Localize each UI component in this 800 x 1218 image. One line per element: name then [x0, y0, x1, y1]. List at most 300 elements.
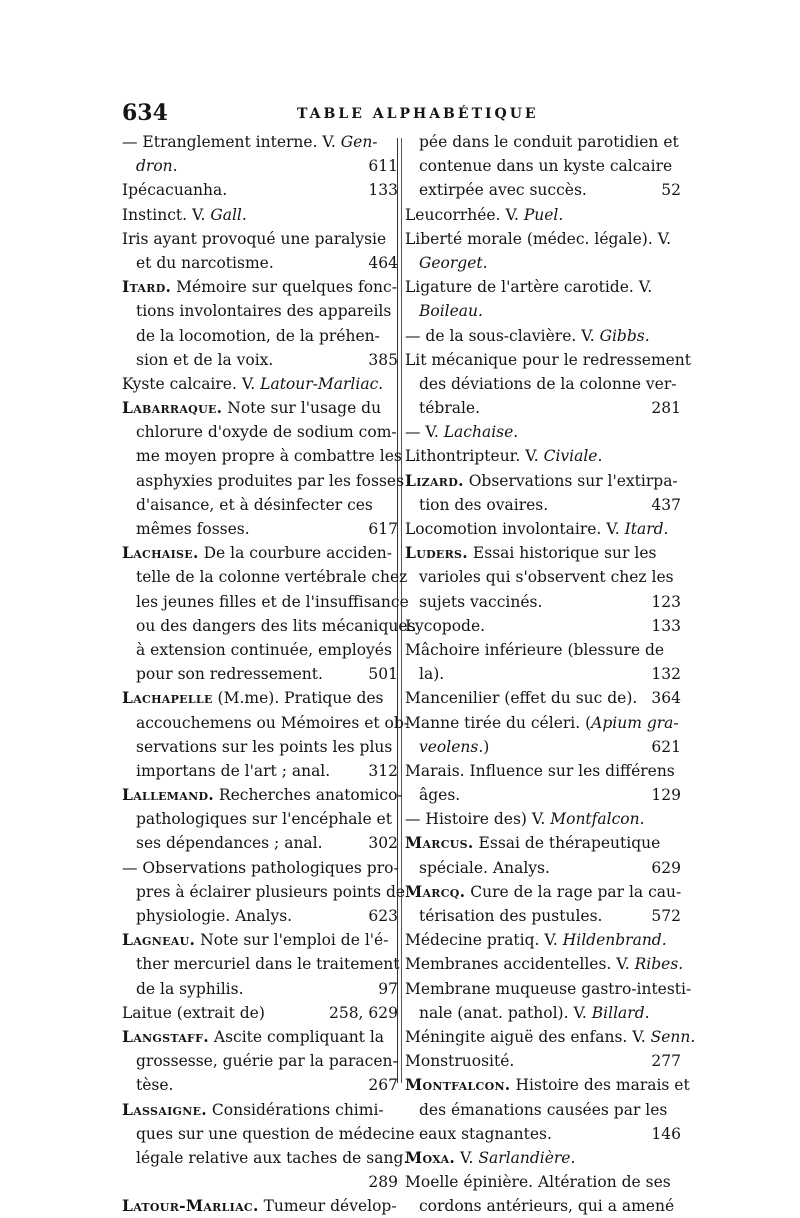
- index-entry: [405, 1073, 690, 1146]
- entry-text: [405, 203, 563, 227]
- cross-reference: Boileau.: [419, 302, 483, 321]
- cross-reference: Senn.: [650, 1027, 696, 1046]
- entry-text: [122, 783, 403, 807]
- entry-text: [122, 541, 392, 565]
- entry-words: Observations sur l'extirpa-: [463, 471, 678, 490]
- entry-text: [419, 904, 602, 928]
- cross-reference: Billard.: [591, 1003, 650, 1022]
- entry-line: [405, 251, 681, 275]
- page-reference: 623: [368, 907, 398, 925]
- entry-words: térisation des pustules.: [419, 907, 603, 925]
- entry-text: [122, 275, 397, 299]
- entry-line: [405, 880, 681, 904]
- entry-line: [122, 807, 398, 831]
- page-header: [122, 100, 682, 130]
- entry-text: [405, 420, 518, 444]
- author-name: Itard.: [122, 277, 172, 297]
- entry-words: — de la sous-clavière. V.: [405, 326, 600, 345]
- page-reference: 281: [651, 399, 681, 418]
- entry-words: Iris ayant provoqué une paralysie: [122, 229, 387, 248]
- entry-line: [405, 299, 681, 323]
- index-entry: [405, 541, 681, 614]
- entry-text: [419, 735, 489, 759]
- page-reference: 133: [651, 616, 681, 635]
- entry-words: Lit mécanique pour le redressement: [405, 350, 692, 369]
- entry-line: [405, 469, 681, 493]
- entry-words: Monstruosité.: [405, 1052, 515, 1071]
- index-entry: [122, 178, 398, 202]
- entry-words: Méningite aiguë des enfans. V.: [405, 1027, 651, 1046]
- entry-text: [419, 565, 674, 589]
- entry-line: [405, 928, 681, 952]
- index-entry: [122, 856, 406, 929]
- index-entry: [405, 420, 681, 444]
- page-reference: 146: [651, 1124, 681, 1143]
- index-entry: [405, 831, 681, 879]
- index-entry: [405, 1049, 681, 1073]
- entry-text: [136, 590, 409, 614]
- entry-words: tion des ovaires.: [419, 495, 549, 514]
- entry-words: de la locomotion, de la préhen-: [136, 326, 380, 345]
- entry-text: [136, 565, 407, 589]
- entry-words: eaux stagnantes.: [419, 1124, 552, 1143]
- entry-text: [419, 1194, 674, 1218]
- entry-line: [122, 1146, 409, 1170]
- entry-text: [122, 372, 383, 396]
- entry-line: [405, 565, 681, 589]
- entry-text: [405, 880, 681, 904]
- entry-text: [136, 711, 409, 735]
- cross-reference: Sarlandière.: [478, 1148, 576, 1167]
- entry-words: Note sur l'emploi de l'é-: [195, 931, 389, 950]
- entry-line: [405, 856, 681, 880]
- entry-text: [419, 1001, 650, 1025]
- page-reference: 132: [651, 665, 681, 684]
- index-entry: [405, 444, 681, 468]
- entry-line: [122, 904, 398, 928]
- entry-text: [136, 1073, 173, 1097]
- entry-words: Leucorrhée. V.: [405, 205, 524, 224]
- entry-line: [122, 227, 398, 251]
- entry-line: [405, 130, 681, 154]
- index-entry: [405, 686, 681, 710]
- index-entry: [122, 541, 416, 686]
- page-reference: 258, 629: [328, 1003, 398, 1022]
- entry-words: tébrale.: [419, 399, 481, 418]
- entry-words: Tumeur dévelop-: [258, 1197, 397, 1216]
- entry-text: [405, 831, 660, 855]
- entry-line: [405, 638, 681, 662]
- entry-line: [122, 783, 403, 807]
- author-name: Moxa.: [405, 1147, 456, 1167]
- entry-line: [122, 1122, 415, 1146]
- entry-line: [122, 1194, 398, 1218]
- entry-line: [122, 831, 398, 855]
- index-entry: [122, 130, 398, 178]
- entry-line: [122, 662, 398, 686]
- entry-words: importans de l'art ; anal.: [136, 761, 331, 780]
- entry-words: à extension continuée, employés: [136, 640, 392, 659]
- entry-words: des déviations de la colonne ver-: [419, 374, 677, 393]
- cross-reference: Ribes.: [634, 955, 684, 974]
- index-entry: [405, 517, 681, 541]
- entry-text: [136, 638, 392, 662]
- entry-line: [405, 444, 681, 468]
- entry-words: Locomotion involontaire. V.: [405, 520, 625, 538]
- entry-text: [122, 686, 384, 710]
- entry-line: [122, 396, 398, 420]
- entry-line: [405, 348, 692, 372]
- entry-words: Essai de thérapeutique: [473, 834, 661, 853]
- page-reference: 629: [651, 858, 681, 877]
- cross-reference: dron.: [136, 157, 178, 176]
- entry-line: [122, 856, 398, 880]
- entry-words: tions involontaires des appareils: [136, 302, 392, 321]
- entry-text: [419, 178, 587, 202]
- entry-words: sion et de la voix.: [136, 350, 274, 369]
- entry-line: [405, 759, 681, 783]
- entry-words: contenue dans un kyste calcaire: [419, 157, 673, 176]
- entry-line: [122, 977, 398, 1001]
- entry-words: des émanations causées par les: [419, 1100, 668, 1119]
- entry-line: [405, 590, 681, 614]
- index-entry: [405, 711, 681, 759]
- entry-text: [419, 1098, 667, 1122]
- index-entry: [122, 227, 398, 275]
- page-reference: 437: [651, 495, 681, 514]
- entry-words: ses dépendances ; anal.: [136, 834, 323, 853]
- entry-text: [136, 831, 323, 855]
- cross-reference: Civiale.: [543, 447, 603, 466]
- entry-line: [405, 154, 681, 178]
- entry-line: [122, 251, 398, 275]
- index-entry: [122, 1194, 398, 1218]
- entry-words: pour son redressement.: [136, 665, 323, 684]
- entry-text: [136, 324, 380, 348]
- entry-text: [136, 1049, 398, 1073]
- entry-text: [405, 1049, 514, 1073]
- entry-text: [419, 590, 542, 614]
- entry-text: [136, 154, 178, 178]
- index-entry: [405, 928, 681, 952]
- entry-text: [122, 396, 381, 420]
- index-entry: [405, 203, 681, 227]
- entry-text: [136, 614, 416, 638]
- entry-line: [405, 372, 681, 396]
- entry-text: [136, 517, 250, 541]
- entry-words: telle de la colonne vertébrale chez: [136, 568, 408, 587]
- entry-line: [122, 420, 398, 444]
- entry-text: [136, 977, 244, 1001]
- entry-line: [122, 372, 398, 396]
- index-entry: [405, 469, 681, 517]
- entry-line: [122, 1001, 398, 1025]
- index-entry: [122, 203, 398, 227]
- entry-line: [405, 807, 681, 831]
- entry-line: [405, 203, 681, 227]
- entry-words: Ascite compliquant la: [208, 1027, 385, 1046]
- entry-text: [136, 444, 402, 468]
- entry-line: [122, 517, 398, 541]
- entry-words: ther mercuriel dans le traitement: [136, 955, 400, 974]
- entry-text: [405, 977, 691, 1001]
- entry-words: légale relative aux taches de sang.: [136, 1148, 409, 1167]
- entry-line: [122, 541, 398, 565]
- entry-line: [122, 1170, 398, 1194]
- entry-text: [136, 735, 392, 759]
- entry-text: [122, 227, 386, 251]
- entry-text: [405, 517, 668, 541]
- entry-line: [405, 614, 681, 638]
- index-entry: [405, 614, 681, 638]
- entry-words: nale (anat. pathol). V.: [419, 1003, 592, 1022]
- entry-words: Ipécacuanha.: [122, 181, 228, 200]
- entry-words: — Histoire des) V.: [405, 810, 551, 829]
- entry-line: [122, 203, 398, 227]
- index-entry: [405, 759, 681, 807]
- page-reference: 572: [651, 907, 681, 925]
- entry-text: [122, 1194, 397, 1218]
- entry-text: [136, 759, 330, 783]
- entry-text: [419, 299, 483, 323]
- right-column: [405, 130, 696, 1218]
- author-name: Lizard.: [405, 470, 464, 490]
- entry-text: [405, 928, 667, 952]
- entry-line: [405, 541, 681, 565]
- entry-text: [419, 1122, 552, 1146]
- entry-text: [122, 1025, 384, 1049]
- entry-text: [136, 952, 400, 976]
- author-name: Lallemand.: [122, 785, 214, 805]
- entry-words: ques sur une question de médecine: [136, 1124, 415, 1143]
- entry-words: accouchemens ou Mémoires et ob-: [136, 713, 410, 732]
- entry-words: pres à éclairer plusieurs points de: [136, 882, 406, 901]
- index-entry: [405, 1025, 696, 1049]
- entry-words: me moyen propre à combattre les: [136, 447, 402, 466]
- author-name: Montfalcon.: [405, 1075, 511, 1095]
- index-entry: [405, 807, 681, 831]
- entry-text: [419, 493, 548, 517]
- entry-text: [136, 880, 405, 904]
- entry-line: [122, 275, 398, 299]
- entry-words: ): [483, 737, 490, 756]
- entry-text: [136, 662, 323, 686]
- entry-text: [122, 1001, 265, 1025]
- entry-words: Membranes accidentelles. V.: [405, 955, 635, 974]
- entry-words: âges.: [419, 786, 461, 805]
- entry-line: [122, 493, 398, 517]
- index-entry: [122, 1098, 415, 1195]
- entry-line: [405, 1170, 681, 1194]
- entry-words: Manne tirée du céleri. (: [405, 713, 592, 732]
- index-entry: [405, 324, 681, 348]
- entry-words: Laitue (extrait de): [122, 1003, 265, 1022]
- page-reference: 611: [368, 157, 398, 176]
- entry-line: [405, 904, 681, 928]
- page-reference: 133: [368, 181, 398, 200]
- entry-text: [136, 904, 292, 928]
- index-entry: [405, 1170, 681, 1218]
- entry-text: [122, 1098, 384, 1122]
- entry-line: [405, 831, 681, 855]
- entry-line: [122, 469, 405, 493]
- index-entry: [122, 1001, 398, 1025]
- index-entry: [122, 783, 403, 856]
- entry-words: Mancenilier (effet du suc de).: [405, 689, 638, 708]
- entry-text: [419, 154, 672, 178]
- entry-text: [136, 807, 392, 831]
- entry-line: [405, 1001, 681, 1025]
- entry-text: [122, 130, 378, 154]
- cross-reference: Montfalcon.: [550, 810, 645, 829]
- entry-words: chlorure d'oxyde de sodium com-: [136, 423, 397, 442]
- entry-words: mêmes fosses.: [136, 520, 250, 538]
- entry-line: [405, 396, 681, 420]
- entry-line: [122, 1025, 398, 1049]
- entry-words: Mémoire sur quelques fonc-: [171, 278, 397, 297]
- entry-text: [405, 275, 652, 299]
- entry-words: Note sur l'usage du: [222, 399, 382, 418]
- entry-words: de la syphilis.: [136, 979, 244, 998]
- index-entry: [405, 130, 681, 203]
- entry-words: Considérations chimi-: [207, 1100, 384, 1119]
- index-entry: [122, 275, 398, 372]
- author-name: Marcq.: [405, 881, 466, 901]
- entry-text: [405, 348, 691, 372]
- entry-line: [405, 420, 681, 444]
- entry-words: Kyste calcaire. V.: [122, 374, 261, 393]
- entry-words: Moelle épinière. Altération de ses: [405, 1173, 671, 1192]
- left-column: [122, 130, 416, 1218]
- page-reference: 312: [368, 761, 398, 780]
- entry-line: [405, 227, 681, 251]
- entry-text: [136, 348, 273, 372]
- page-reference: 267: [368, 1076, 398, 1095]
- running-title: TABLE ALPHABÉTIQUE: [297, 106, 539, 122]
- entry-line: [122, 348, 398, 372]
- author-name: Langstaff.: [122, 1026, 209, 1046]
- entry-words: asphyxies produites par les fosses: [136, 471, 405, 490]
- entry-line: [405, 662, 681, 686]
- index-entry: [405, 275, 681, 323]
- entry-line: [122, 565, 408, 589]
- entry-words: les jeunes filles et de l'insuffisance: [136, 592, 409, 611]
- entry-text: [419, 251, 488, 275]
- page-reference: 621: [651, 737, 681, 756]
- entry-text: [405, 227, 671, 251]
- author-name: Lachaise.: [122, 543, 199, 563]
- index-entry: [122, 686, 410, 783]
- page-reference: 617: [368, 520, 398, 538]
- entry-line: [405, 493, 681, 517]
- author-name: Luders.: [405, 543, 468, 563]
- entry-words: Lithontripteur. V.: [405, 447, 544, 466]
- entry-words: la).: [419, 665, 445, 684]
- author-name: Marcus.: [405, 833, 474, 853]
- cross-reference: veolens.: [419, 737, 484, 756]
- page-reference: 364: [651, 689, 681, 708]
- entry-words: De la courbure acciden-: [198, 544, 392, 563]
- entry-text: [419, 372, 677, 396]
- entry-words: physiologie. Analys.: [136, 907, 293, 925]
- entry-words: Liberté morale (médec. légale). V.: [405, 229, 672, 248]
- entry-line: [405, 1194, 681, 1218]
- author-name: Lachapelle: [122, 688, 213, 708]
- entry-words: cordons antérieurs, qui a amené: [419, 1197, 675, 1216]
- entry-words: sujets vaccinés.: [419, 592, 543, 611]
- index-entry: [405, 227, 681, 275]
- entry-line: [405, 1098, 681, 1122]
- author-name: Labarraque.: [122, 398, 223, 418]
- entry-text: [405, 638, 664, 662]
- index-entry: [405, 1146, 681, 1170]
- cross-reference: Latour-Marliac.: [260, 374, 384, 393]
- entry-line: [405, 178, 681, 202]
- entry-words: Instinct. V.: [122, 205, 211, 224]
- entry-words: tèse.: [136, 1076, 174, 1095]
- cross-reference: Apium gra-: [591, 713, 679, 732]
- index-entry: [122, 372, 398, 396]
- entry-words: Essai historique sur les: [468, 544, 657, 563]
- index-entry: [405, 977, 692, 1025]
- entry-text: [405, 1146, 575, 1170]
- cross-reference: Hildenbrand.: [562, 931, 667, 950]
- entry-words: — Etranglement interne. V.: [122, 133, 341, 151]
- entry-text: [136, 493, 373, 517]
- entry-words: V.: [455, 1148, 479, 1167]
- entry-line: [122, 130, 398, 154]
- entry-words: d'aisance, et à désinfecter ces: [136, 495, 373, 514]
- entry-text: [419, 856, 550, 880]
- index-entry: [405, 638, 681, 686]
- index-entry: [405, 880, 681, 928]
- entry-text: [122, 178, 227, 202]
- entry-line: [122, 1073, 398, 1097]
- entry-line: [122, 686, 398, 710]
- entry-text: [122, 856, 399, 880]
- author-name: Latour-Marliac.: [122, 1196, 259, 1216]
- entry-text: [405, 807, 645, 831]
- index-entry: [405, 952, 684, 976]
- entry-words: spéciale. Analys.: [419, 858, 550, 877]
- entry-words: Lycopode.: [405, 616, 486, 635]
- entry-line: [122, 614, 416, 638]
- entry-text: [419, 396, 480, 420]
- entry-text: [405, 686, 637, 710]
- entry-words: servations sur les points les plus: [136, 737, 393, 756]
- entry-text: [405, 324, 650, 348]
- entry-text: [419, 662, 444, 686]
- entry-text: [405, 1025, 695, 1049]
- entry-line: [122, 952, 398, 976]
- cross-reference: Gen-: [340, 133, 378, 151]
- cross-reference: Itard.: [624, 520, 669, 538]
- entry-line: [405, 686, 681, 710]
- page-reference: 129: [651, 786, 681, 805]
- author-name: Lagneau.: [122, 930, 196, 950]
- entry-text: [136, 1146, 408, 1170]
- index-entry: [405, 348, 692, 421]
- entry-line: [405, 1073, 690, 1097]
- page-reference: 302: [368, 834, 398, 853]
- entry-text: [405, 759, 675, 783]
- entry-line: [122, 299, 398, 323]
- entry-line: [122, 324, 398, 348]
- entry-line: [122, 178, 398, 202]
- entry-text: [136, 420, 397, 444]
- entry-line: [405, 1122, 681, 1146]
- page-reference: 277: [651, 1052, 681, 1071]
